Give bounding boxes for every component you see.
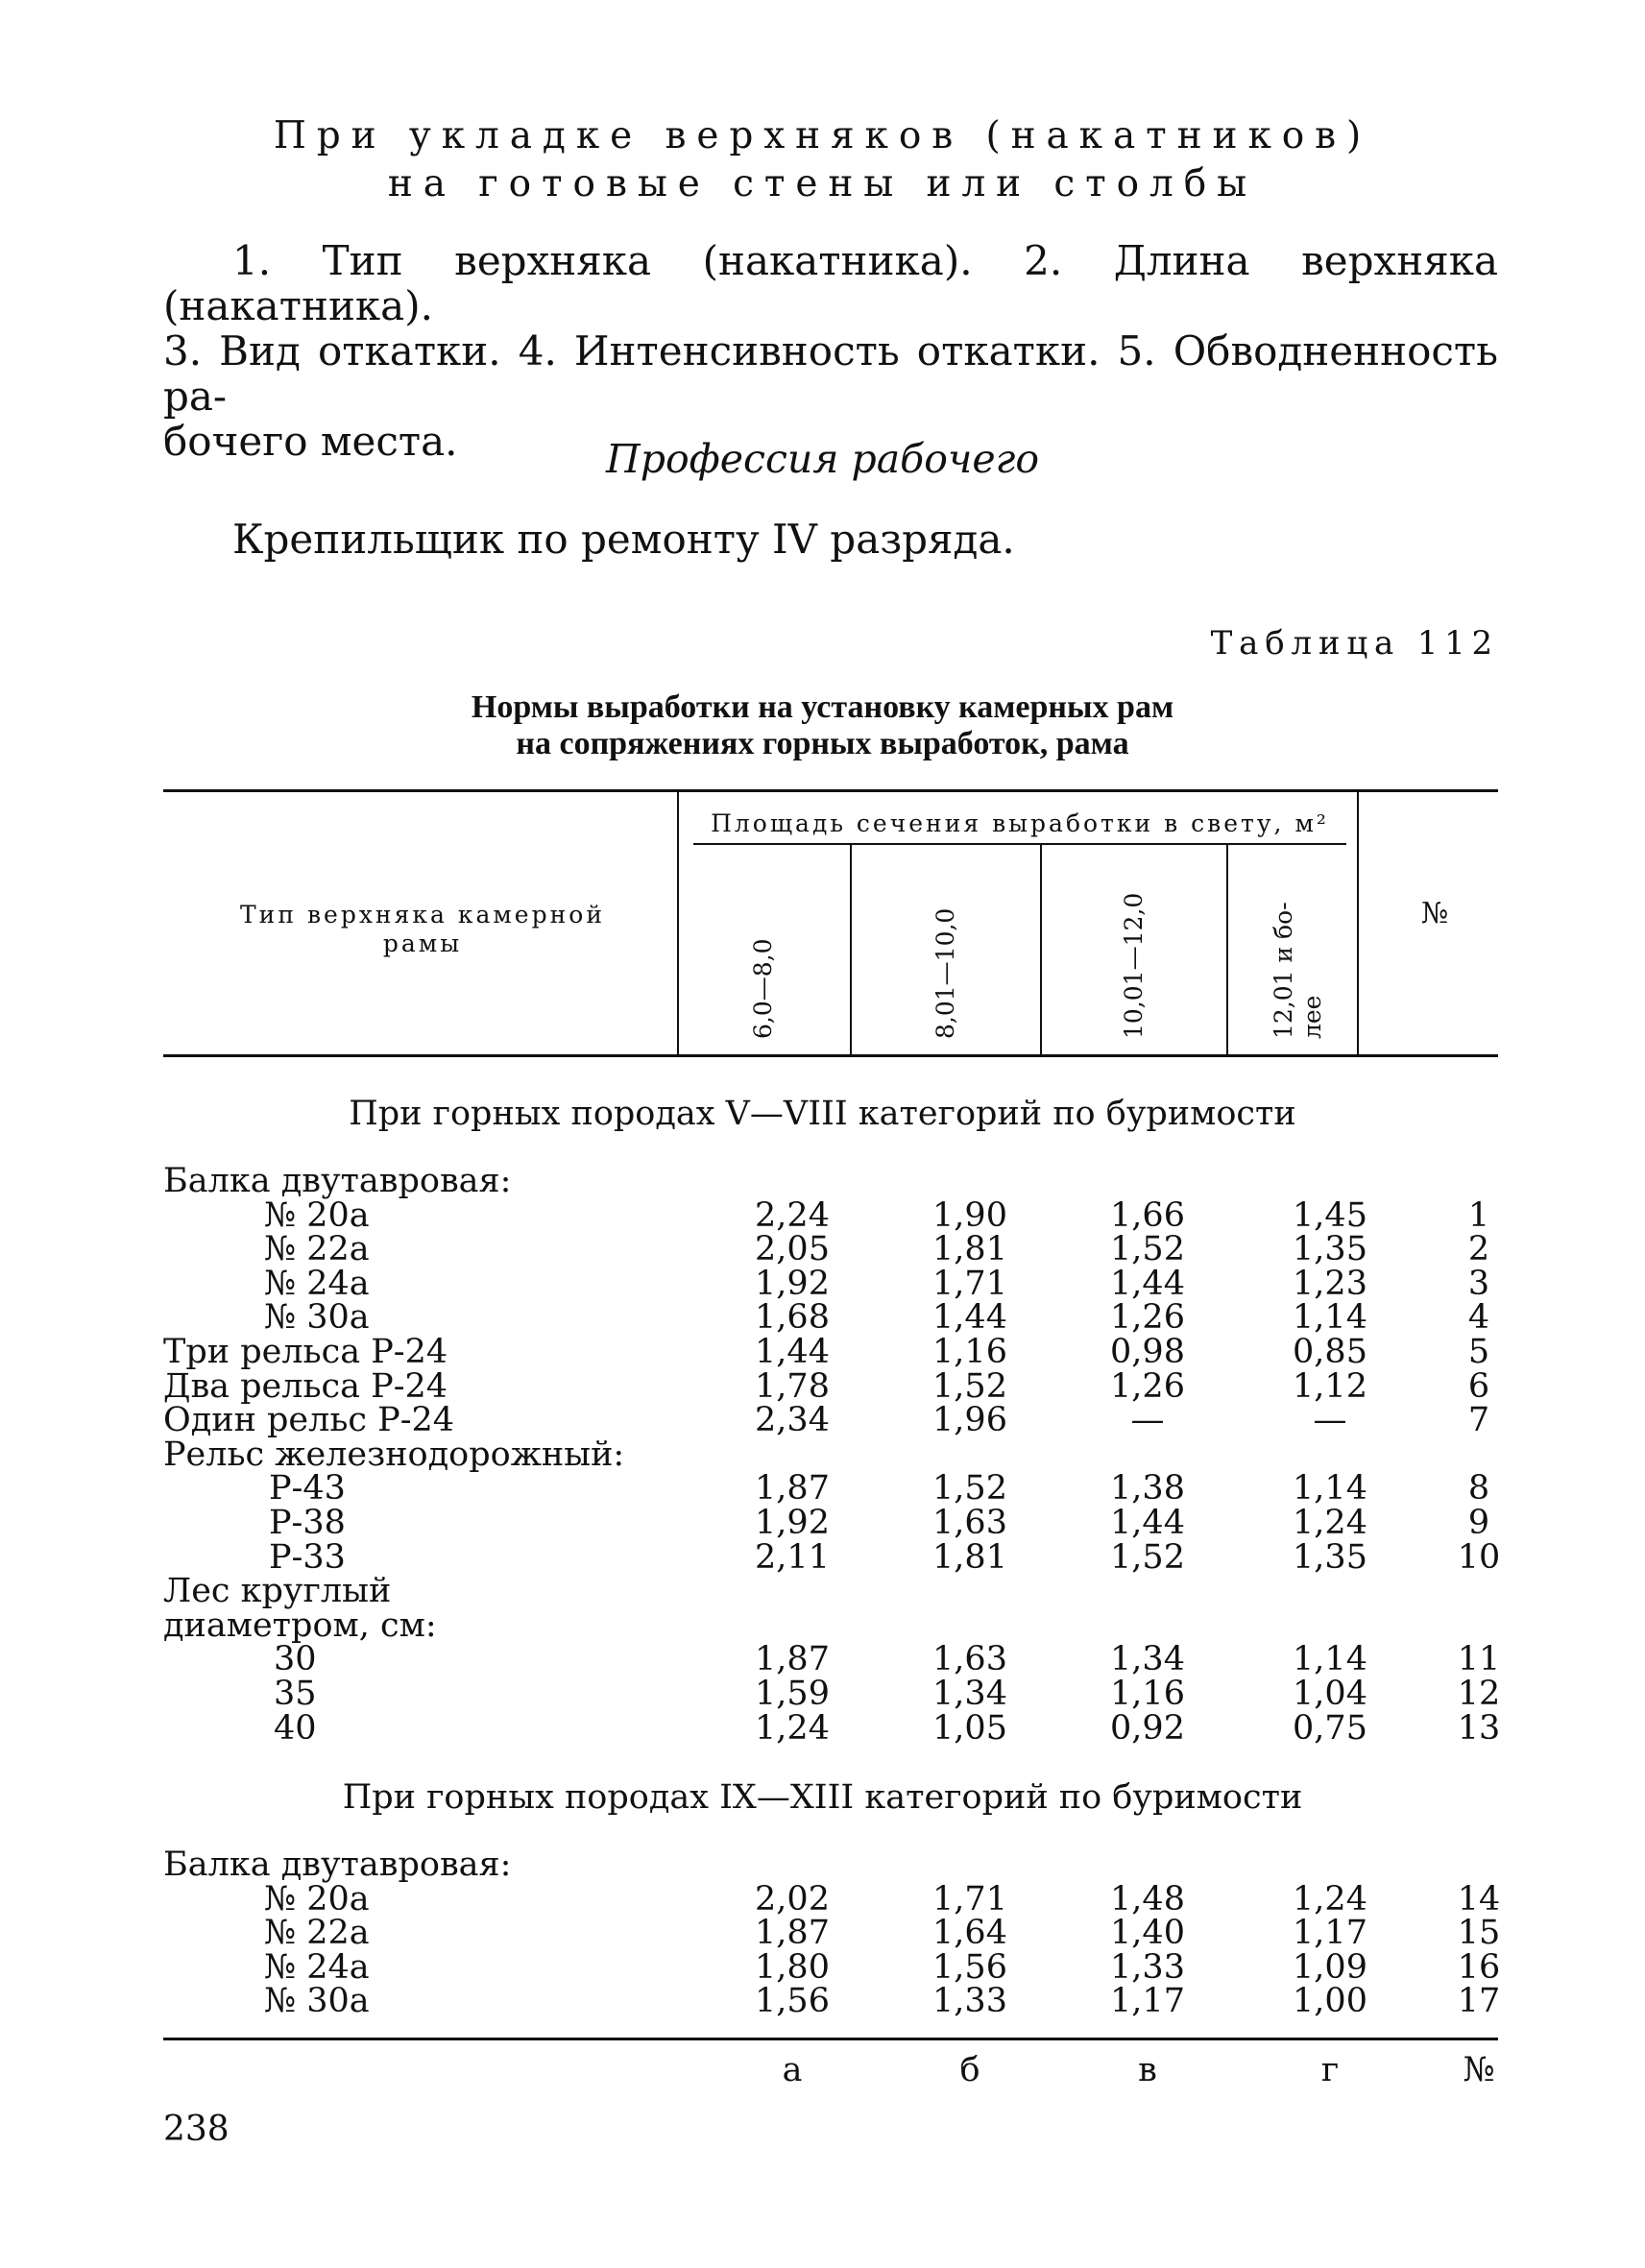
table-row (163, 1164, 1498, 1198)
area-column-header: 12,01 и бо- лее (1270, 902, 1326, 1039)
table-cell: 1,35 (1293, 1537, 1367, 1577)
table-cell: 1,14 (1293, 1640, 1367, 1679)
table-cell: 2,05 (755, 1230, 830, 1269)
row-label: № 20а (264, 1879, 370, 1918)
column-letter: № (1463, 2051, 1495, 2089)
row-number: 12 (1457, 1675, 1501, 1713)
table-cell: 1,63 (932, 1640, 1007, 1679)
profession-text: Крепильщик по ремонту IV разряда. (232, 516, 1015, 563)
table-row (163, 1401, 1498, 1440)
table-bottom-rule (163, 2038, 1498, 2040)
profession-title: Профессия рабочего (605, 436, 1040, 482)
table-row (163, 1264, 1498, 1303)
table-number: Таблица 112 (1210, 624, 1499, 663)
table-cell: 0,98 (1110, 1333, 1185, 1371)
table-cell: 1,14 (1293, 1469, 1367, 1508)
row-label: Лес круглый (163, 1572, 392, 1611)
row-label: Р-33 (269, 1537, 346, 1577)
table-row (163, 1537, 1501, 1577)
table-cell: 1,52 (1110, 1537, 1185, 1577)
table-cell: 1,64 (932, 1914, 1007, 1953)
table-cell: 1,05 (932, 1708, 1007, 1748)
row-label: 40 (274, 1708, 317, 1748)
area-group-header: Площадь сечения выработки в свету, м² (711, 809, 1329, 837)
row-number: 15 (1457, 1914, 1501, 1953)
table-cell: 1,44 (1110, 1264, 1185, 1303)
table-cell: 1,52 (1110, 1230, 1185, 1269)
table-cell: 1,71 (932, 1879, 1007, 1918)
row-label: Рельс железнодорожный: (163, 1435, 625, 1474)
table-cell: 1,52 (932, 1366, 1007, 1406)
row-label: № 30а (264, 1298, 370, 1338)
row-number: 5 (1467, 1333, 1490, 1371)
table-cell: 1,81 (932, 1537, 1007, 1577)
table-cell: 0,75 (1293, 1708, 1367, 1748)
row-number: 9 (1467, 1504, 1490, 1542)
table-row (163, 1605, 1498, 1645)
table-cell: 1,92 (755, 1264, 830, 1303)
row-label: Р-38 (269, 1504, 346, 1542)
table-row (163, 1232, 1498, 1267)
heading-line-2: на готовые стены или столбы (387, 162, 1258, 205)
table-cell: 1,00 (1293, 1982, 1367, 2021)
area-column-header: 8,01—10,0 (931, 907, 959, 1039)
row-label: 30 (274, 1640, 317, 1679)
column-letter: г (1320, 2051, 1340, 2089)
table-row (163, 1572, 1498, 1611)
row-label: 35 (274, 1675, 317, 1713)
page-number: 238 (163, 2110, 230, 2149)
factors-line: бочего места. (163, 418, 458, 465)
table-cell: 1,87 (755, 1914, 830, 1953)
table-row (163, 1437, 1498, 1472)
table-cell: — (1313, 1401, 1347, 1440)
row-label: Балка двутавровая: (163, 1162, 512, 1200)
row-label: диаметром, см: (163, 1605, 437, 1645)
table-cell: 1,44 (1110, 1504, 1185, 1542)
table-cell: — (1130, 1401, 1165, 1440)
header-divider (850, 845, 852, 1054)
row-number: 10 (1457, 1537, 1501, 1577)
table-cell: 1,09 (1293, 1947, 1367, 1987)
table-cell: 1,24 (1293, 1879, 1367, 1918)
row-number: 8 (1467, 1469, 1490, 1508)
factors-line: 3. Вид откатки. 4. Интенсивность откатки. 5. Обводненность ра- (163, 327, 1498, 420)
row-label: Два рельса Р-24 (163, 1366, 448, 1406)
table-cell: 1,17 (1293, 1914, 1367, 1953)
row-number: 1 (1467, 1195, 1490, 1235)
num-column-header: № (1421, 897, 1449, 930)
table-cell: 2,11 (755, 1537, 830, 1577)
row-number: 16 (1457, 1947, 1501, 1987)
table-cell: 1,63 (932, 1504, 1007, 1542)
table-row (163, 1366, 1498, 1406)
table-row (163, 1947, 1501, 1987)
table-cell: 1,26 (1110, 1366, 1185, 1406)
column-letter: в (1138, 2051, 1157, 2089)
table-cell: 1,24 (1293, 1504, 1367, 1542)
area-group-rule (693, 843, 1346, 845)
table-cell: 1,16 (1110, 1675, 1185, 1713)
table-row (163, 1335, 1498, 1369)
header-divider (1040, 845, 1042, 1054)
table-row (163, 1982, 1501, 2021)
table-cell: 1,26 (1110, 1298, 1185, 1338)
table-cell: 1,38 (1110, 1469, 1185, 1508)
table-row (163, 1914, 1501, 1953)
row-number: 6 (1467, 1366, 1490, 1406)
table-cell: 0,85 (1293, 1333, 1367, 1371)
table-row (163, 1640, 1501, 1679)
table-cell: 1,17 (1110, 1982, 1185, 2021)
row-label: Один рельс Р-24 (163, 1401, 455, 1440)
table-cell: 1,16 (932, 1333, 1007, 1371)
row-label: № 30а (264, 1982, 370, 2021)
column-letters-row (163, 2053, 1498, 2087)
heading-line-1: При укладке верхняков (накатников) (273, 114, 1372, 157)
row-number: 4 (1467, 1298, 1490, 1338)
table-cell: 1,35 (1293, 1230, 1367, 1269)
table-row (163, 1298, 1498, 1338)
type-column-header: Тип верхняка камерной рамы (240, 901, 605, 957)
table-title-line-1: Нормы выработки на установку камерных рам (471, 689, 1174, 725)
table-cell: 1,68 (755, 1298, 830, 1338)
row-label: № 22а (264, 1914, 370, 1953)
row-number: 14 (1457, 1879, 1501, 1918)
table-cell: 1,40 (1110, 1914, 1185, 1953)
table-cell: 1,71 (932, 1264, 1007, 1303)
table-cell: 1,87 (755, 1469, 830, 1508)
table-cell: 1,56 (755, 1982, 830, 2021)
table-cell: 2,24 (755, 1195, 830, 1235)
table-cell: 1,44 (932, 1298, 1007, 1338)
table-cell: 1,81 (932, 1230, 1007, 1269)
table-cell: 1,33 (932, 1982, 1007, 2021)
table-cell: 1,34 (932, 1675, 1007, 1713)
table-title-line-2: на сопряжениях горных выработок, рама (516, 726, 1129, 761)
table-cell: 1,33 (1110, 1947, 1185, 1987)
table-row (163, 1195, 1498, 1235)
table-row (163, 1708, 1501, 1748)
row-label: Три рельса Р-24 (163, 1333, 448, 1371)
row-label: № 24а (264, 1264, 370, 1303)
table-row (163, 1847, 1498, 1882)
header-bottom-rule (163, 1054, 1498, 1057)
table-cell: 1,45 (1293, 1195, 1367, 1235)
table-cell: 1,23 (1293, 1264, 1367, 1303)
table-cell: 1,14 (1293, 1298, 1367, 1338)
table-cell: 1,59 (755, 1675, 830, 1713)
row-number: 17 (1457, 1982, 1501, 2021)
area-column-header: 10,01—12,0 (1120, 892, 1148, 1039)
table-cell: 1,04 (1293, 1675, 1367, 1713)
table-cell: 1,12 (1293, 1366, 1367, 1406)
row-label: № 20а (264, 1195, 370, 1235)
row-label: Балка двутавровая: (163, 1846, 512, 1884)
table-cell: 1,56 (932, 1947, 1007, 1987)
row-label: № 24а (264, 1947, 370, 1987)
table-cell: 1,92 (755, 1504, 830, 1542)
table-row (163, 1879, 1501, 1918)
row-number: 13 (1457, 1708, 1501, 1748)
table-cell: 1,96 (932, 1401, 1007, 1440)
table-row (163, 1471, 1498, 1506)
table-cell: 1,48 (1110, 1879, 1185, 1918)
factors-line: 1. Тип верхняка (накатника). 2. Длина верхняка (накатника). (163, 237, 1498, 329)
row-number: 3 (1467, 1264, 1490, 1303)
header-divider (1226, 845, 1228, 1054)
header-divider (677, 789, 679, 1054)
table-cell: 0,92 (1110, 1708, 1185, 1748)
section-heading: При горных породах IX—XIII категорий по буримости (342, 1778, 1303, 1817)
table-cell: 2,02 (755, 1879, 830, 1918)
row-label: № 22а (264, 1230, 370, 1269)
table-cell: 2,34 (755, 1401, 830, 1440)
header-divider (1357, 789, 1359, 1054)
area-column-header: 6,0—8,0 (749, 938, 777, 1039)
column-letter: б (959, 2051, 980, 2089)
row-number: 7 (1467, 1401, 1490, 1440)
row-label: Р-43 (269, 1469, 346, 1508)
table-row (163, 1506, 1498, 1540)
table-cell: 1,52 (932, 1469, 1007, 1508)
table-cell: 1,78 (755, 1366, 830, 1406)
table-cell: 1,44 (755, 1333, 830, 1371)
row-number: 11 (1457, 1640, 1501, 1679)
table-cell: 1,90 (932, 1195, 1007, 1235)
table-top-rule (163, 789, 1498, 792)
table-cell: 1,87 (755, 1640, 830, 1679)
factors-paragraph (163, 238, 1498, 464)
column-letter: а (782, 2051, 803, 2089)
table-cell: 1,34 (1110, 1640, 1185, 1679)
section-heading: При горных породах V—VIII категорий по буримости (349, 1095, 1296, 1133)
table-cell: 1,80 (755, 1947, 830, 1987)
table-cell: 1,24 (755, 1708, 830, 1748)
row-number: 2 (1467, 1230, 1490, 1269)
table-row (163, 1675, 1501, 1713)
table-cell: 1,66 (1110, 1195, 1185, 1235)
